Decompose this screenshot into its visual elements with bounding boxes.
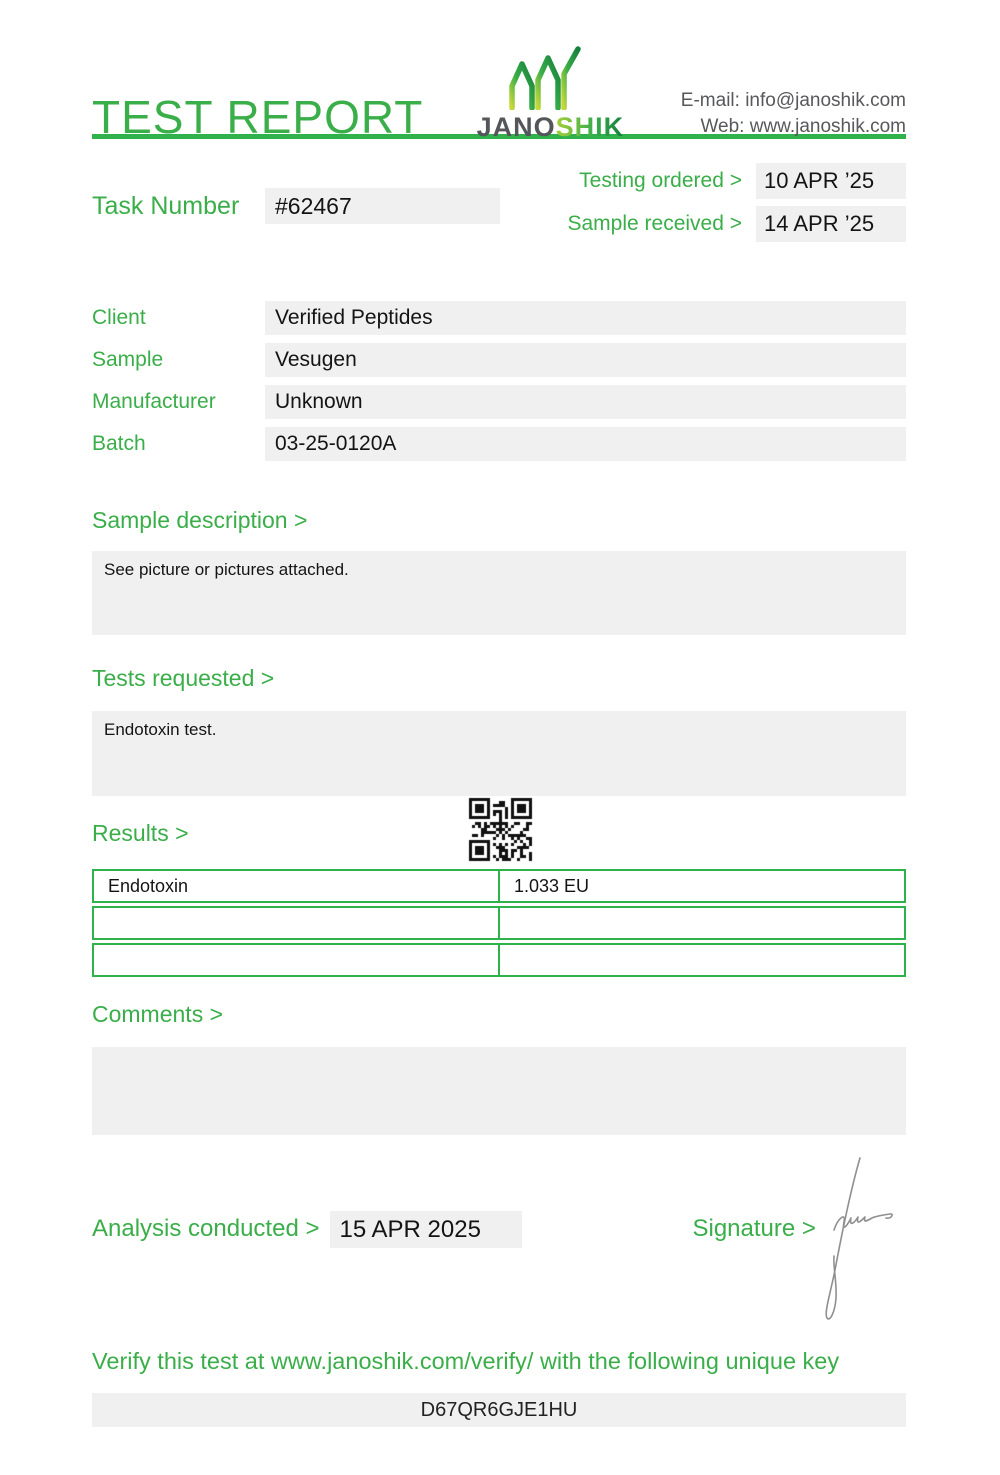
testing-ordered-value: 10 APR ’25 (756, 163, 906, 199)
results-heading: Results > (92, 820, 189, 846)
batch-value: 03-25-0120A (265, 427, 906, 461)
analysis-signature-row (92, 1210, 906, 1248)
result-value-cell (500, 945, 904, 975)
table-row (92, 906, 906, 940)
result-value-cell: 1.033 EU (514, 876, 590, 896)
result-value-cell (500, 908, 904, 938)
testing-ordered-row (566, 163, 906, 199)
comments-section (92, 1001, 906, 1135)
janoshik-logo (475, 46, 625, 141)
comments-heading: Comments > (92, 1001, 224, 1027)
chart-peaks-icon (498, 46, 602, 110)
analysis-conducted-label: Analysis conducted > (92, 1215, 320, 1242)
sample-row (92, 343, 906, 377)
batch-row (92, 427, 906, 461)
manufacturer-row (92, 385, 906, 419)
client-label: Client (92, 306, 146, 329)
sample-received-row (566, 206, 906, 242)
sample-description-section (92, 507, 906, 635)
sample-value: Vesugen (265, 343, 906, 377)
client-value: Verified Peptides (265, 301, 906, 335)
header (92, 0, 906, 143)
result-name-cell: Endotoxin (94, 871, 500, 901)
task-number-value: #62467 (265, 188, 500, 224)
contact-email: E-mail: info@janoshik.com (680, 90, 906, 111)
tests-requested-heading: Tests requested > (92, 665, 275, 691)
contact-info (681, 88, 906, 140)
verify-key: D67QR6GJE1HU (92, 1393, 906, 1427)
client-row (92, 301, 906, 335)
sample-description-heading: Sample description > (92, 507, 308, 533)
task-section (92, 163, 906, 249)
results-section (92, 796, 906, 977)
signature-image (800, 1152, 900, 1327)
sample-received-value: 14 APR ’25 (756, 206, 906, 242)
table-row (92, 869, 906, 903)
task-number-label: Task Number (92, 191, 240, 220)
logo-text-shik: SHIK (555, 112, 625, 142)
tests-requested-section (92, 665, 906, 796)
signature-label: Signature > (692, 1215, 816, 1242)
results-table (92, 869, 906, 977)
result-name-cell (94, 908, 500, 938)
sample-label: Sample (92, 348, 164, 371)
analysis-conducted-value: 15 APR 2025 (330, 1211, 522, 1248)
qr-code (468, 797, 534, 863)
sample-received-label: Sample received > (567, 212, 742, 235)
page-title: TEST REPORT (92, 91, 424, 143)
table-row (92, 943, 906, 977)
logo-text-jano: JANO (476, 112, 556, 142)
sample-description-box: See picture or pictures attached. (92, 551, 906, 635)
verify-instruction: Verify this test at www.janoshik.com/verify/ with the following unique key (92, 1348, 840, 1374)
logo-wordmark (475, 114, 625, 141)
tests-requested-box: Endotoxin test. (92, 711, 906, 796)
manufacturer-label: Manufacturer (92, 390, 216, 413)
testing-ordered-label: Testing ordered > (579, 169, 742, 192)
contact-web: Web: www.janoshik.com (700, 116, 906, 137)
comments-box (92, 1047, 906, 1135)
info-section (92, 301, 906, 461)
result-name-cell (94, 945, 500, 975)
manufacturer-value: Unknown (265, 385, 906, 419)
batch-label: Batch (92, 432, 146, 455)
